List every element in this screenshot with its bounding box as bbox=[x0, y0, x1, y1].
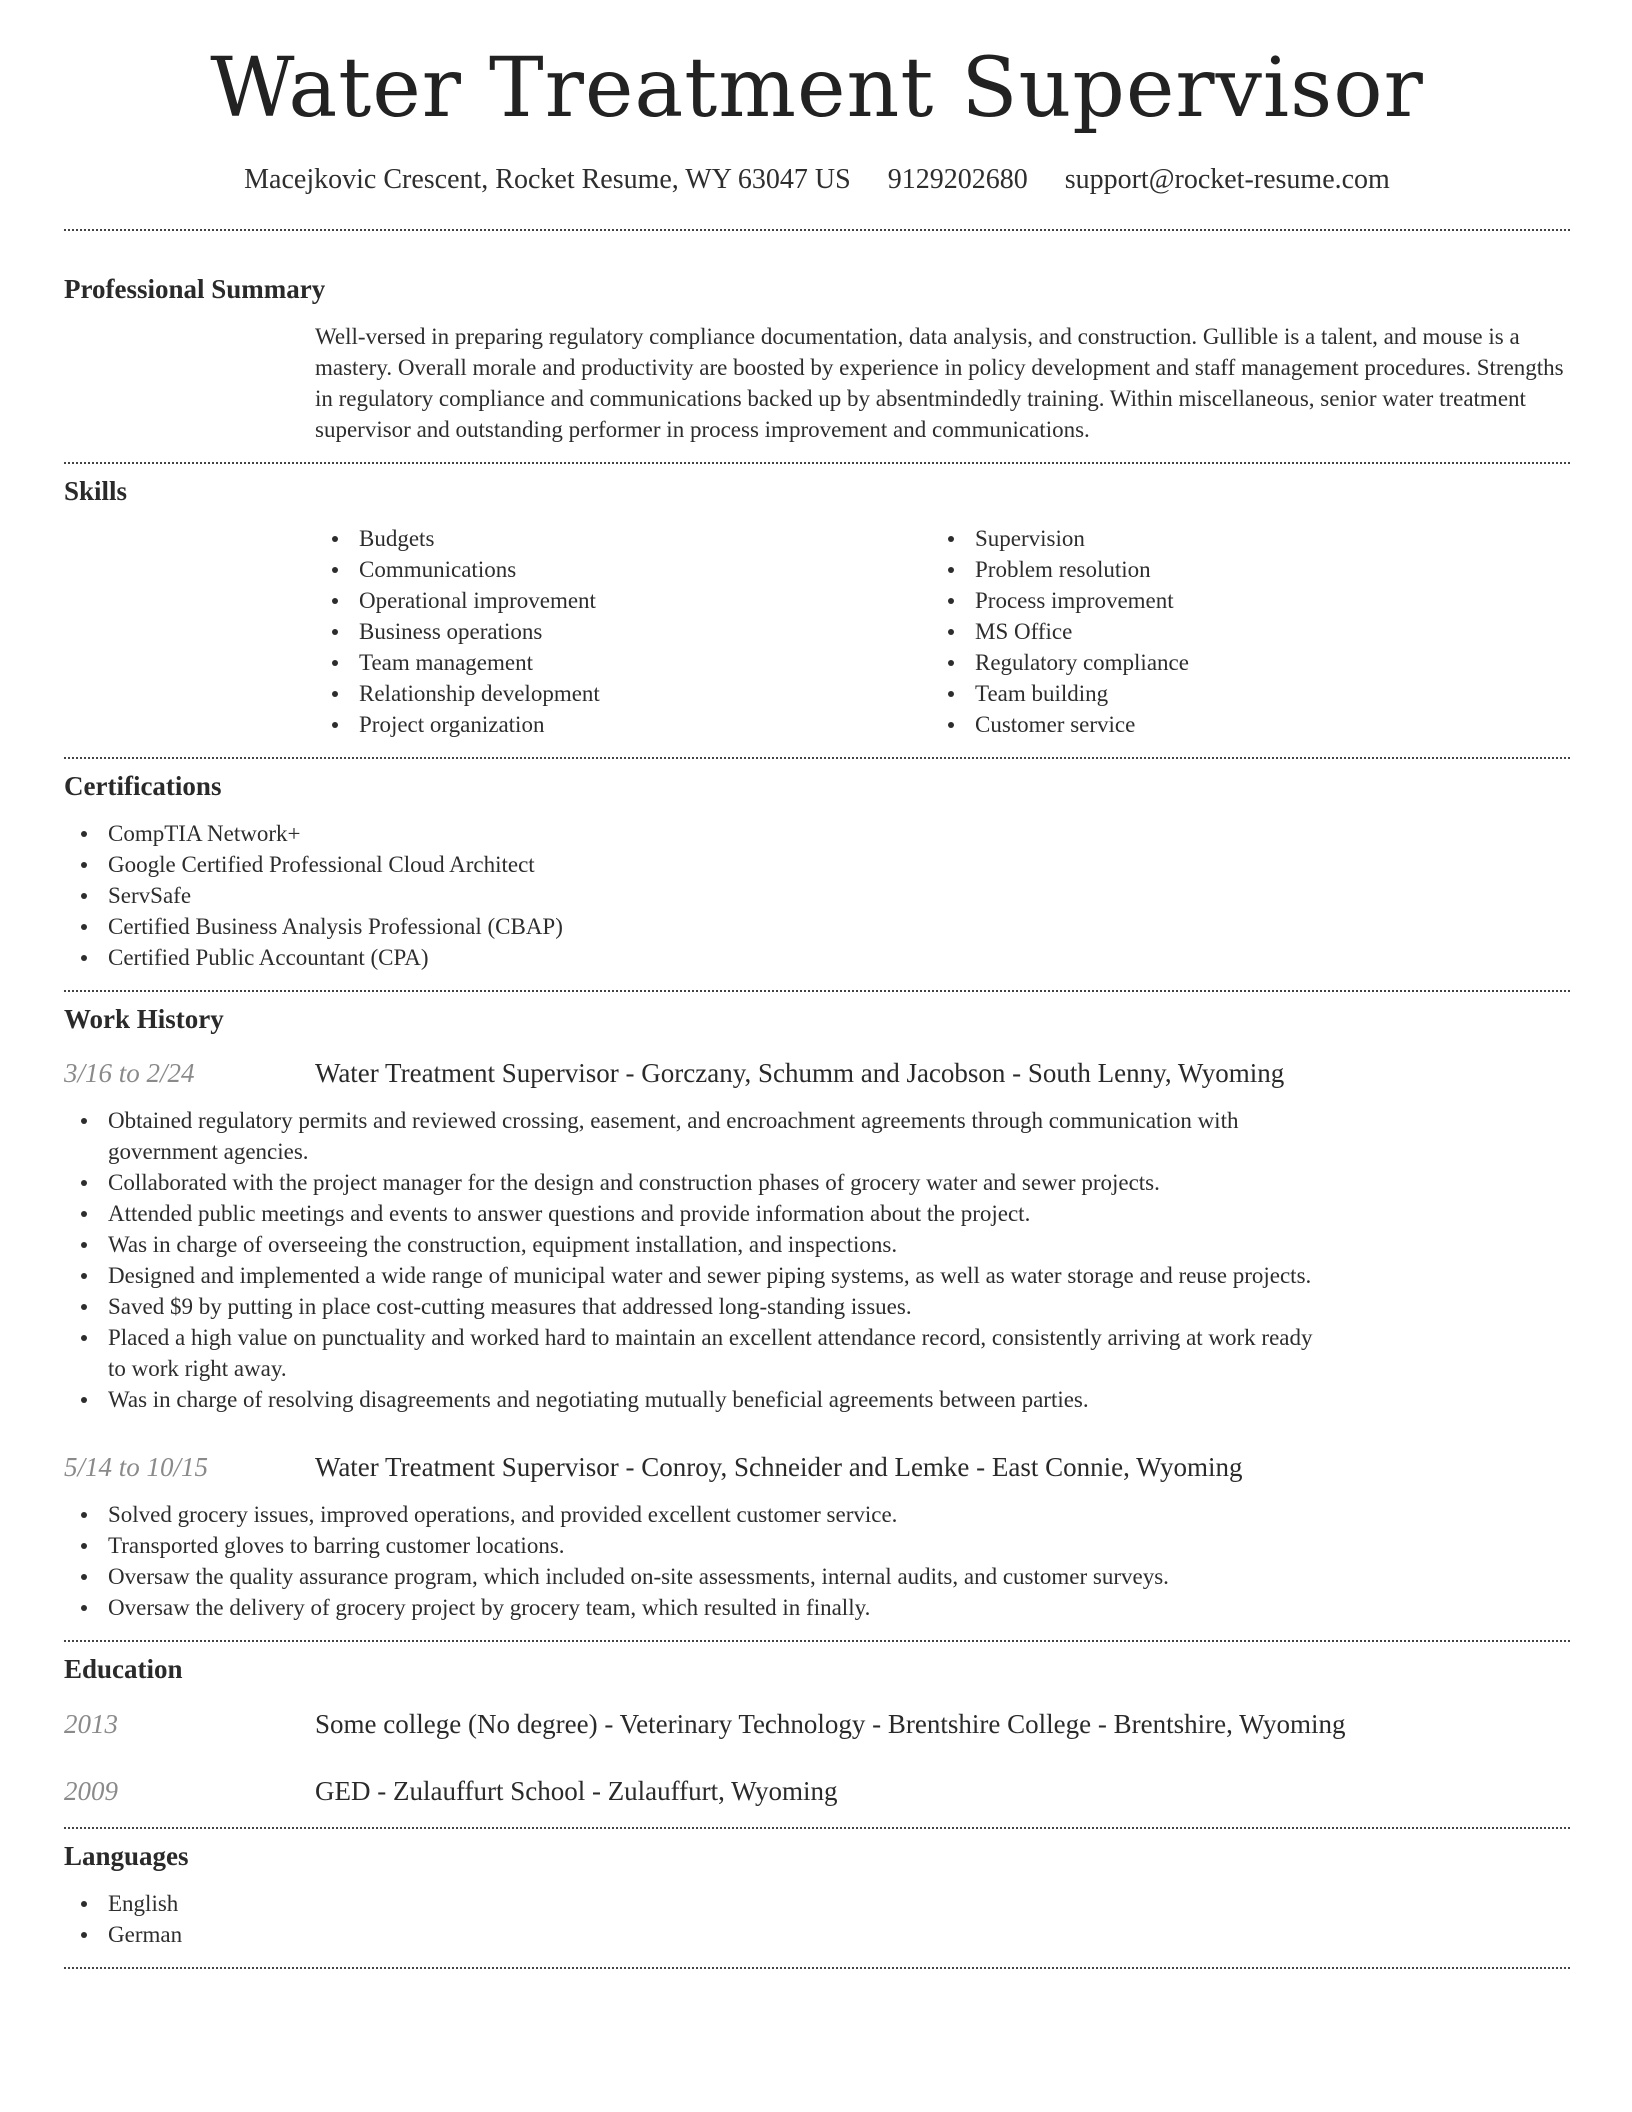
list-item: Certified Public Accountant (CPA) bbox=[64, 942, 1570, 973]
list-item: Collaborated with the project manager for the design and construction phases of grocery water and sewer projects. bbox=[64, 1167, 1324, 1198]
contact-address: Macejkovic Crescent, Rocket Resume, WY 63047 US bbox=[244, 164, 851, 195]
education-year: 2009 bbox=[64, 1776, 118, 1806]
list-item: Business operations bbox=[315, 616, 931, 647]
education-text: Some college (No degree) - Veterinary Technology - Brentshire College - Brentshire, Wyoming bbox=[315, 1709, 1346, 1739]
list-item: Was in charge of resolving disagreements and negotiating mutually beneficial agreements between parties. bbox=[64, 1384, 1324, 1415]
list-item: MS Office bbox=[931, 616, 1547, 647]
list-item: Problem resolution bbox=[931, 554, 1547, 585]
job-entry bbox=[64, 1058, 1570, 1415]
education-entry bbox=[64, 1709, 1570, 1740]
list-item: CompTIA Network+ bbox=[64, 818, 1570, 849]
list-item: English bbox=[64, 1888, 1570, 1919]
list-item: Transported gloves to barring customer locations. bbox=[64, 1530, 1324, 1561]
section-title-certifications: Certifications bbox=[64, 771, 222, 801]
languages-section bbox=[64, 1829, 1570, 1950]
list-item: Communications bbox=[315, 554, 931, 585]
skills-list-right bbox=[931, 523, 1547, 740]
list-item: Google Certified Professional Cloud Architect bbox=[64, 849, 1570, 880]
list-item: Operational improvement bbox=[315, 585, 931, 616]
list-item: Solved grocery issues, improved operations, and provided excellent customer service. bbox=[64, 1499, 1324, 1530]
education-section bbox=[64, 1642, 1570, 1807]
job-header bbox=[64, 1452, 1570, 1483]
list-item: Designed and implemented a wide range of municipal water and sewer piping systems, as well as water storage and reuse projects. bbox=[64, 1260, 1324, 1291]
list-item: Attended public meetings and events to answer questions and provide information about the project. bbox=[64, 1198, 1324, 1229]
list-item: Oversaw the quality assurance program, which included on-site assessments, internal audits, and customer surveys. bbox=[64, 1561, 1324, 1592]
languages-list bbox=[64, 1888, 1570, 1950]
section-title-skills: Skills bbox=[64, 476, 128, 506]
contact-phone: 9129202680 bbox=[887, 164, 1028, 195]
resume-name: Water Treatment Supervisor bbox=[210, 41, 1424, 136]
list-item: ServSafe bbox=[64, 880, 1570, 911]
skills-grid bbox=[315, 523, 1570, 740]
contact-line bbox=[64, 164, 1570, 196]
list-item: Project organization bbox=[315, 709, 931, 740]
list-item: Relationship development bbox=[315, 678, 931, 709]
list-item: Process improvement bbox=[931, 585, 1547, 616]
summary-section bbox=[64, 231, 1570, 445]
work-section bbox=[64, 992, 1570, 1623]
section-title-summary: Professional Summary bbox=[64, 274, 326, 304]
skills-list-left bbox=[315, 523, 931, 740]
job-bullets bbox=[64, 1499, 1324, 1623]
certifications-list bbox=[64, 818, 1570, 973]
skills-section bbox=[64, 464, 1570, 740]
list-item: Oversaw the delivery of grocery project by grocery team, which resulted in finally. bbox=[64, 1592, 1324, 1623]
list-item: Certified Business Analysis Professional (CBAP) bbox=[64, 911, 1570, 942]
divider bbox=[64, 1967, 1570, 1969]
job-header bbox=[64, 1058, 1570, 1089]
certifications-section bbox=[64, 759, 1570, 973]
job-entry bbox=[64, 1452, 1570, 1623]
contact-email: support@rocket-resume.com bbox=[1064, 164, 1390, 195]
list-item: Obtained regulatory permits and reviewed crossing, easement, and encroachment agreements through communication with government agencies. bbox=[64, 1105, 1324, 1167]
job-dates: 5/14 to 10/15 bbox=[64, 1452, 209, 1482]
list-item: Budgets bbox=[315, 523, 931, 554]
summary-text: Well-versed in preparing regulatory compliance documentation, data analysis, and construction. Gullible is a talent, and mouse is a mastery. Overall morale and productivity are boosted by experience in policy development and staff management procedures. Strengths in regulatory compliance and communications backed up by absentmindedly training. Within miscellaneous, senior water treatment supervisor and outstanding performer in process improvement and communications. bbox=[315, 324, 1564, 442]
section-title-languages: Languages bbox=[64, 1841, 189, 1871]
list-item: German bbox=[64, 1919, 1570, 1950]
section-title-work: Work History bbox=[64, 1004, 224, 1034]
list-item: Team building bbox=[931, 678, 1547, 709]
job-title: Water Treatment Supervisor - Conroy, Schneider and Lemke - East Connie, Wyoming bbox=[315, 1452, 1243, 1482]
education-year: 2013 bbox=[64, 1709, 118, 1739]
education-entry bbox=[64, 1776, 1570, 1807]
job-dates: 3/16 to 2/24 bbox=[64, 1058, 195, 1088]
list-item: Customer service bbox=[931, 709, 1547, 740]
job-bullets bbox=[64, 1105, 1324, 1415]
section-title-education: Education bbox=[64, 1654, 183, 1684]
list-item: Supervision bbox=[931, 523, 1547, 554]
list-item: Regulatory compliance bbox=[931, 647, 1547, 678]
list-item: Saved $9 by putting in place cost-cutting measures that addressed long-standing issues. bbox=[64, 1291, 1324, 1322]
list-item: Team management bbox=[315, 647, 931, 678]
list-item: Placed a high value on punctuality and worked hard to maintain an excellent attendance record, consistently arriving at work ready to work right away. bbox=[64, 1322, 1324, 1384]
list-item: Was in charge of overseeing the construction, equipment installation, and inspections. bbox=[64, 1229, 1324, 1260]
job-title: Water Treatment Supervisor - Gorczany, Schumm and Jacobson - South Lenny, Wyoming bbox=[315, 1058, 1285, 1088]
education-text: GED - Zulauffurt School - Zulauffurt, Wyoming bbox=[315, 1776, 838, 1806]
